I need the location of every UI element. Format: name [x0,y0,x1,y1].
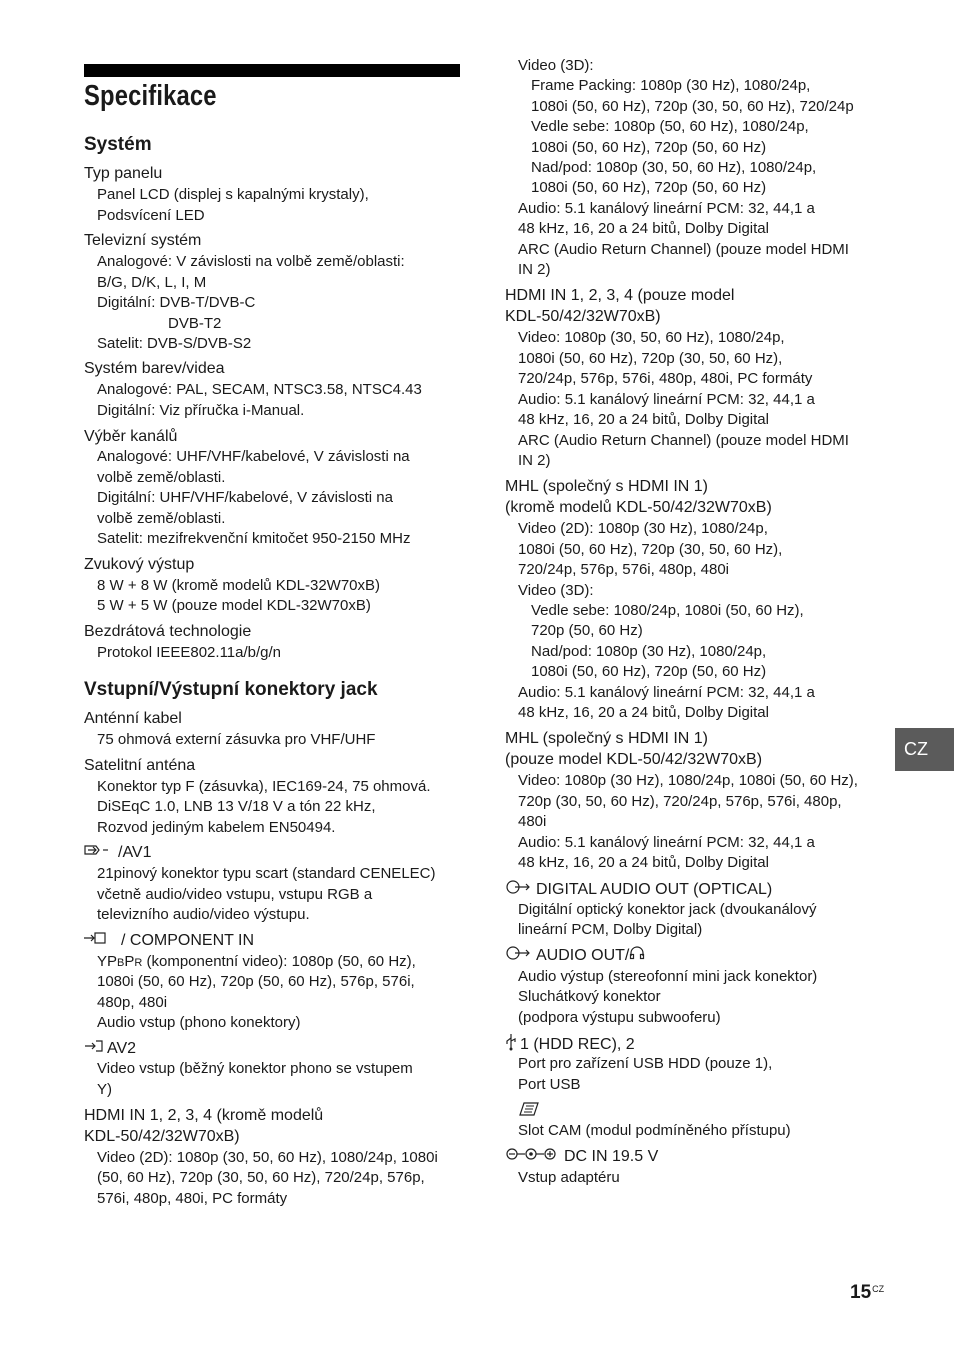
spec-label-digital-audio-out-optical [505,879,772,901]
spec-value [518,853,769,873]
spec-value [97,864,436,884]
line-text: Satelitní anténa [84,757,196,774]
dc-icon [505,1147,561,1167]
spec-value [531,97,854,117]
spec-label-vyber-kanalu [84,427,177,447]
spec-value [518,1054,772,1074]
spec-value [97,185,369,205]
line-text: 1080i (50, 60 Hz), 720p (30, 50, 60 Hz), [518,350,783,367]
spec-value [97,885,372,905]
spec-value [97,273,206,293]
spec-value [97,252,405,272]
line-text: Audio: 5.1 kanálový lineární PCM: 32, 44,1 a [518,391,815,408]
line-text: Analogové: PAL, SECAM, NTSC3.58, NTSC4.43 [97,381,422,398]
spec-value [531,601,804,621]
spec-value [97,401,304,421]
spec-label-pouze-model-kdl-50-42-32w70xb [505,750,762,770]
spec-value [518,1121,791,1141]
spec-value [97,797,375,817]
spec-value [518,683,815,703]
line-text: 48 kHz, 16, 20 a 24 bitů, Dolby Digital [518,220,769,237]
line-text: / COMPONENT IN [121,932,255,950]
spec-value [518,451,551,471]
line-text: Panel LCD (displej s kapalnými krystaly), [97,186,369,203]
line-text: 75 ohmová externí zásuvka pro VHF/UHF [97,731,376,748]
spec-value [97,1059,413,1079]
line-text: včetně audio/video vstupu, vstupu RGB a [97,886,373,903]
spec-label-mhl-spolecny-s-hdmi-in-1 [505,729,708,749]
line-text: Audio: 5.1 kanálový lineární PCM: 32, 44,1 a [518,834,815,851]
spec-label-component-in [84,931,254,951]
language-tab: CZ [895,728,954,771]
line-text: Systém [84,134,152,155]
spec-value [518,260,551,280]
spec-value [518,920,702,940]
spec-value [518,900,816,920]
line-text: KDL-50/42/32W70xB) [505,308,661,325]
page-title: Specifikace [84,80,217,112]
spec-value [97,643,281,663]
spec-value [518,240,849,260]
line-text: Audio vstup (phono konektory) [97,1014,301,1031]
spec-value [97,509,225,529]
line-text: Satelit: DVB-S/DVB-S2 [97,335,252,352]
spec-value [518,349,782,369]
line-text: KDL-50/42/32W70xB) [84,1128,240,1145]
spec-value [97,972,415,992]
spec-label-satelitni-antena [84,756,195,776]
line-text: Video: 1080p (30 Hz), 1080/24p, 1080i (50, 60 Hz), [518,772,858,789]
line-text: B/G, D/K, L, I, M [97,274,207,291]
line-text: MHL (společný s HDMI IN 1) [505,730,708,747]
spec-value [518,519,768,539]
line-text: 1080i (50, 60 Hz), 720p (30, 50, 60 Hz), [518,541,783,558]
spec-value [518,560,729,580]
spec-value [518,219,769,239]
spec-value [531,117,809,137]
line-text: Vstup adaptéru [518,1169,620,1186]
spec-value [518,328,785,348]
spec-value [168,314,221,334]
line-text: Protokol IEEE802.11a/b/g/n [97,644,282,661]
spec-value [518,771,858,791]
line-text: Sluchátkový konektor [518,988,661,1005]
line-text: Audio: 5.1 kanálový lineární PCM: 32, 44,1 a [518,684,815,701]
video-in-icon [84,1039,104,1059]
spec-value [97,596,371,616]
line-text: HDMI IN 1, 2, 3, 4 (pouze model [505,287,735,304]
spec-value [97,777,431,797]
spec-label-kdl-50-42-32w70xb [505,307,661,327]
spec-value [97,447,410,467]
line-text: Video (3D): [518,57,594,74]
line-text: (pouze model KDL-50/42/32W70xB) [505,751,763,768]
line-text: Typ panelu [84,165,163,182]
line-text: volbě země/oblasti. [97,510,226,527]
spec-label-antenni-kabel [84,709,182,729]
spec-label-zvukovy-vystup [84,555,194,575]
line-text: Satelit: mezifrekvenční kmitočet 950-2150 MHz [97,530,411,547]
spec-label-krome-modelu-kdl-50-42-32w70xb [505,498,772,518]
spec-value [97,293,255,313]
spec-value [531,138,766,158]
line-text: 720/24p, 576p, 576i, 480p, 480i [518,561,730,578]
line-text: 576i, 480p, 480i, PC formáty [97,1190,288,1207]
line-text: 720p (30, 50, 60 Hz), 720/24p, 576p, 576i, 480p, [518,793,842,810]
line-text: Nad/pod: 1080p (30, 50, 60 Hz), 1080/24p, [531,159,817,176]
spec-value [97,1189,287,1209]
output-icon [505,945,533,967]
line-text: MHL (společný s HDMI IN 1) [505,478,708,495]
line-text: Audio výstup (stereofonní mini jack konektor) [518,968,818,985]
spec-label-av2 [84,1039,136,1059]
line-text: Video (2D): 1080p (30, 50, 60 Hz), 1080/24p, 1080i [97,1149,438,1166]
spec-value [518,390,815,410]
line-text: Digitální: DVB-T/DVB-C [97,294,256,311]
line-text: Systém barev/videa [84,360,225,377]
line-text: ARC (Audio Return Channel) (pouze model HDMI [518,241,849,258]
line-text: 1080i (50, 60 Hz), 720p (50, 60 Hz) [531,179,767,196]
spec-label-bezdratova-technologie [84,622,251,642]
section-heading-system [84,135,152,155]
spec-value [518,540,782,560]
line-text: HDMI IN 1, 2, 3, 4 (kromě modelů [84,1107,324,1124]
spec-value [518,369,812,389]
line-text: AV2 [107,1040,137,1058]
spec-value [97,380,422,400]
line-text: /AV1 [118,844,152,862]
spec-value [518,1075,581,1095]
line-text: Video vstup (běžný konektor phono se vstupem [97,1060,413,1077]
line-text: Video (3D): [518,582,594,599]
line-text: Audio: 5.1 kanálový lineární PCM: 32, 44,1 a [518,200,815,217]
spec-value [518,581,594,601]
spec-value [97,468,225,488]
spec-value [518,833,815,853]
spec-value [518,431,849,451]
line-text: DC IN 19.5 V [564,1148,659,1166]
line-text: Port pro zařízení USB HDD (pouze 1), [518,1055,773,1072]
line-text: televizního audio/video výstupu. [97,906,310,923]
spec-label-typ-panelu [84,164,162,184]
line-text: lineární PCM, Dolby Digital) [518,921,703,938]
line-text: Vedle sebe: 1080/24p, 1080i (50, 60 Hz), [531,602,804,619]
page-number: $15^{CZ}$ [850,1282,885,1303]
line-text: Podsvícení LED [97,207,205,224]
spec-value [531,178,766,198]
spec-value [518,199,815,219]
line-text: 720/24p, 576p, 576i, 480p, 480i, PC formáty [518,370,813,387]
line-text: AUDIO OUT/ [536,947,630,965]
line-text: Video (2D): 1080p (30 Hz), 1080/24p, [518,520,768,537]
spec-value [97,730,375,750]
line-text: 1080i (50, 60 Hz), 720p (50, 60 Hz) [531,663,767,680]
line-text: volbě země/oblasti. [97,469,226,486]
spec-value [518,1101,543,1123]
line-text: 5 W + 5 W (pouze model KDL-32W70xB) [97,597,371,614]
spec-label-hdmi-in-1-2-3-4-pouze-model [505,286,734,306]
spec-value [518,703,769,723]
line-text: 48 kHz, 16, 20 a 24 bitů, Dolby Digital [518,854,769,871]
spec-value [97,488,393,508]
line-text: 48 kHz, 16, 20 a 24 bitů, Dolby Digital [518,411,769,428]
spec-value [531,642,766,662]
spec-value [97,818,335,838]
spec-value [531,621,643,641]
line-text: Port USB [518,1076,581,1093]
spec-value [518,987,661,1007]
line-text: Frame Packing: 1080p (30 Hz), 1080/24p, [531,77,811,94]
headphones-icon [629,946,645,966]
line-text: (kromě modelů KDL-50/42/32W70xB) [505,499,772,516]
line-text: IN 2) [518,261,551,278]
line-text: Vstupní/Výstupní konektory jack [84,679,378,700]
spec-value [97,1168,425,1188]
line-text: 720p (50, 60 Hz) [531,622,643,639]
line-text: Nad/pod: 1080p (30 Hz), 1080/24p, [531,643,767,660]
spec-value [97,1080,112,1100]
spec-label-av1 [84,843,152,863]
line-text: 480i [518,813,547,830]
scart-icon [84,843,118,863]
component-icon [84,931,118,951]
line-text: Televizní systém [84,232,202,249]
spec-label-hdmi-in-1-2-3-4-krome-modelu [84,1106,323,1126]
spec-value [97,1148,438,1168]
line-text: Digitální: UHF/VHF/kabelové, V závislosti na [97,489,393,506]
spec-label-mhl-spolecny-s-hdmi-in-1 [505,477,708,497]
spec-value-text: (komponentní video): 1080p (50, 60 Hz), [142,953,416,970]
line-text: (podpora výstupu subwooferu) [518,1009,721,1026]
spec-value [531,158,816,178]
cam-icon [518,1101,540,1123]
line-text: DIGITAL AUDIO OUT (OPTICAL) [536,881,773,899]
section-heading-vstupni-vystupni-konektory-jack [84,680,378,700]
spec-label-dc-in-19-5-v [505,1147,658,1167]
line-text: (50, 60 Hz), 720p (30, 50, 60 Hz), 720/24p, 576p, [97,1169,425,1186]
line-text: Anténní kabel [84,710,182,727]
line-text: 21pinový konektor typu scart (standard CENELEC) [97,865,436,882]
title-rule [84,64,460,77]
spec-label-kdl-50-42-32w70xb [84,1127,240,1147]
spec-value [97,576,380,596]
spec-value [97,993,167,1013]
line-text: Výběr kanálů [84,428,178,445]
line-text: Analogové: V závislosti na volbě země/oblasti: [97,253,405,270]
line-text: IN 2) [518,452,551,469]
spec-value [518,1008,721,1028]
line-text: Rozvod jediným kabelem EN50494. [97,819,336,836]
spec-value [97,206,205,226]
line-text: 1080i (50, 60 Hz), 720p (30, 50, 60 Hz), 720/24p [531,98,854,115]
spec-value [531,76,810,96]
spec-value [518,792,842,812]
spec-value [97,952,416,973]
line-text: 480p, 480i [97,994,168,1011]
spec-value [97,1013,300,1033]
line-text: Bezdrátová technologie [84,623,252,640]
line-text: 1 (HDD REC), 2 [520,1036,635,1054]
spec-value [531,662,766,682]
spec-label-system-barev-videa [84,359,225,379]
line-text: Y) [97,1081,112,1098]
line-text: Slot CAM (modul podmíněného přístupu) [518,1122,791,1139]
spec-value [518,1168,620,1188]
line-text: 8 W + 8 W (kromě modelů KDL-32W70xB) [97,577,381,594]
line-text: Digitální optický konektor jack (dvoukanálový [518,901,817,918]
spec-value [97,529,410,549]
spec-value [518,410,769,430]
usb-icon [505,1033,517,1057]
spec-value [518,56,594,76]
spec-value [97,905,310,925]
output-icon [505,879,533,901]
line-text: ARC (Audio Return Channel) (pouze model HDMI [518,432,849,449]
spec-value [518,967,817,987]
line-text: Zvukový výstup [84,556,195,573]
line-text: Video: 1080p (30, 50, 60 Hz), 1080/24p, [518,329,785,346]
line-text: DiSEqC 1.0, LNB 13 V/18 V a tón 22 kHz, [97,798,376,815]
line-text: 1080i (50, 60 Hz), 720p (50, 60 Hz) [531,139,767,156]
spec-label-audio-out [505,945,648,967]
spec-value [518,812,546,832]
spec-value [97,334,251,354]
line-text: 48 kHz, 16, 20 a 24 bitů, Dolby Digital [518,704,769,721]
ypbpr-label: YPBPR [97,953,143,970]
line-text: Vedle sebe: 1080p (50, 60 Hz), 1080/24p, [531,118,809,135]
line-text: DVB-T2 [168,315,222,332]
line-text: Digitální: Viz příručka i-Manual. [97,402,305,419]
line-text: Konektor typ F (zásuvka), IEC169-24, 75 ohmová. [97,778,431,795]
line-text: 1080i (50, 60 Hz), 720p (50, 60 Hz), 576p, 576i, [97,973,415,990]
line-text: Analogové: UHF/VHF/kabelové, V závislosti na [97,448,410,465]
spec-label-televizni-system [84,231,201,251]
